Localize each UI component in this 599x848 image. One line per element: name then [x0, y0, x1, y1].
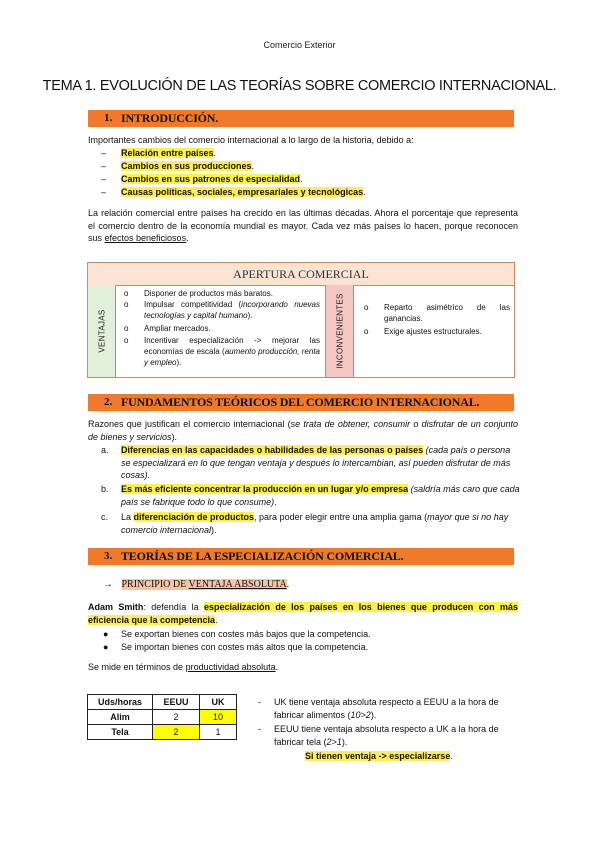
section-title: FUNDAMENTOS TEÓRICOS DEL COMERCIO INTERNACIONAL. [121, 395, 480, 409]
intro-text: Importantes cambios del comercio internacional a lo largo de la historia, debido a: [88, 135, 414, 145]
paragraph: Se mide en términos de productividad absoluta. [88, 662, 279, 672]
paragraph: Adam Smith: defendía la especialización de los países en los bienes que producen con más eficiencia que la competencia. [88, 602, 518, 625]
ventajas-label-cell [88, 285, 116, 377]
underlined-term: efectos beneficiosos [104, 233, 187, 243]
table-header: UK [200, 695, 237, 710]
section-number: 2. [104, 396, 113, 408]
inconvenientes-label-cell [325, 285, 354, 377]
section-3-heading [88, 548, 514, 565]
list-item: o Reparto asimétrico de las ganancias. [364, 303, 510, 323]
section-number: 1. [104, 112, 113, 124]
ventajas-label: VENTAJAS [97, 309, 106, 353]
inconvenientes-label: INCONVENIENTES [335, 293, 344, 369]
page-title: TEMA 1. EVOLUCIÓN DE LAS TEORÍAS SOBRE COMERCIO INTERNACIONAL. [42, 78, 557, 94]
table-header: Uds/horas [88, 695, 153, 710]
paragraph: Razones que justifican el comercio internacional (se trata de obtener, consumir o disfrutar de un conjunto de bienes y servicios). [88, 419, 518, 442]
table-row: Alim 2 10 [88, 710, 237, 725]
table-row: Tela 2 1 [88, 725, 237, 740]
paragraph: La relación comercial entre países ha crecido en las últimas décadas. Ahora el porcentaje que representa el comercio dentro de la economía mundial es mayor. Cada vez más países lo hacen, porque reconocen sus efectos beneficiosos. [88, 208, 518, 243]
section-title: INTRODUCCIÓN. [121, 111, 219, 125]
list-item: o Impulsar competitividad (incorporando nuevas tecnologías y capital humano). [124, 300, 321, 320]
subheading: → PRINCIPIO DE VENTAJA ABSOLUTA. [103, 579, 290, 590]
running-header: Comercio Exterior [263, 40, 336, 50]
section-number: 3. [104, 550, 113, 562]
section-title: TEORÍAS DE LA ESPECIALIZACIÓN COMERCIAL. [121, 549, 404, 563]
conclusion: Si tienen ventaja -> especializarse. [305, 751, 453, 761]
document-page: Comercio Exterior TEMA 1. EVOLUCIÓN DE LAS TEORÍAS SOBRE COMERCIO INTERNACIONAL. 1. INTRODUCCIÓN. Importantes cambios del comercio internacional a lo largo de la historia, debido a: – Relación entre países. – Cambios en sus producciones. – Cambios en sus patrones de especialidad. – Causas políticas, sociales, empresariales y tecnológicas. La relación comercial entre países ha crecido en las últimas décadas. Ahora el porcentaje que representa el comercio dentro de la economía mundial es mayor. Cada vez más países lo hacen, porque reconocen sus efectos beneficiosos. APERTURA COMERCIAL VENTAJAS o Disponer de productos más baratos. o Impulsar competitividad (incorporando nuevas tecnologías y capital humano). o Ampliar mercados. o Incentivar especialización -> mejorar las economías de escala (aumento producción, renta y empleo). INCONVENIENTES o Reparto asimétrico de las ganancias. o Exige ajustes estructurales. 2. FUNDAMENTOS TEÓRICOS DEL COMERCIO INTERNACIONAL. Razones que justifican el comercio internacional (se trata de obtener, consumir o disfrutar de un conjunto de bienes y servicios). a. Diferencias en las capacidades o habilidades de las personas o países (cada país o persona se especializará en lo que tengan ventaja y después lo intercambian, así pueden disfrutar de más cosas). b. Es más eficiente concentrar la producción en un lugar y/o empresa (saldría más caro que cada país se fabrique todo lo que consume). c. La diferenciación de productos, para poder elegir entre una amplia gama (mayor que si no hay comercio internacional). 3. TEORÍAS DE LA ESPECIALIZACIÓN COMERCIAL. → PRINCIPIO DE VENTAJA ABSOLUTA. Adam Smith: defendía la especialización de los países en los bienes que producen con más eficiencia que la competencia. ● Se exportan bienes con costes más bajos que la competencia. ● Se importan bienes con costes más altos que la competencia. Se mide en términos de productividad absoluta. Uds/horas EEUU UK Alim 2 10 Tela 2 1 - UK tiene ventaja absoluta respecto a EEUU a la hora de fabricar alimentos (10>2). - EEUU tiene ventaja absoluta respecto a UK a la hora de fabricar tela (2>1). Si tienen ventaja -> especializarse. [0, 0, 599, 848]
table-title: APERTURA COMERCIAL [88, 263, 514, 286]
section-1-heading [88, 110, 514, 127]
apertura-table: APERTURA COMERCIAL VENTAJAS o Disponer de productos más baratos. o Impulsar competitividad (incorporando nuevas tecnologías y capital humano). o Ampliar mercados. o Incentivar especialización -> mejorar las economías de escala (aumento producción, renta y empleo). INCONVENIENTES o Reparto asimétrico de las ganancias. o Exige ajustes estructurales. [87, 262, 515, 378]
arrow-icon: → [103, 579, 113, 590]
section-2-heading [88, 394, 514, 411]
table-header: EEUU [153, 695, 200, 710]
productivity-table [87, 694, 237, 740]
list-item: o Incentivar especialización -> mejorar las economías de escala (aumento producción, renta y empleo). [124, 336, 320, 367]
